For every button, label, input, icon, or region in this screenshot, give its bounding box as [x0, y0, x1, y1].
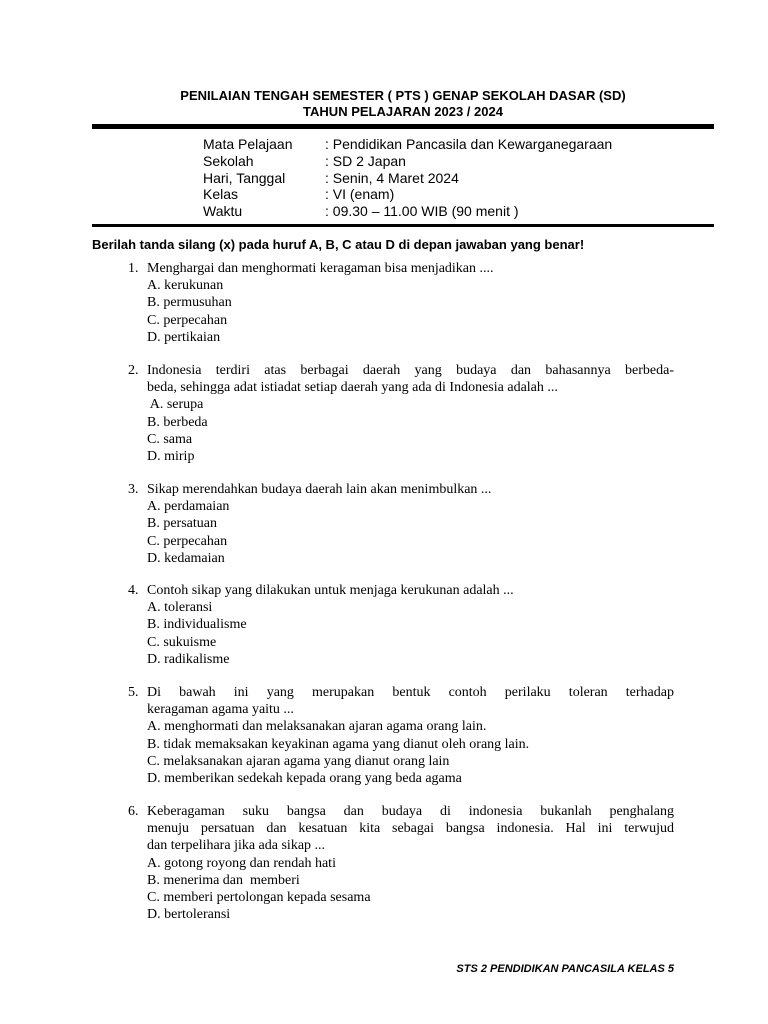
info-label: Kelas	[203, 186, 239, 203]
info-label: Mata Pelajaan	[203, 136, 293, 152]
question-line: Di bawah ini yang merupakan bentuk contoh perilaku toleran terhadap	[147, 685, 674, 700]
option-c[interactable]: C. memberi pertolongan kepada sesama	[147, 890, 371, 906]
answer-options	[147, 396, 674, 465]
academic-year: TAHUN PELAJARAN 2023 / 2024	[303, 104, 503, 119]
option-b[interactable]: B. persatuan	[147, 516, 217, 532]
option-d[interactable]: D. mirip	[147, 449, 195, 465]
question-line: menuju persatuan dan kesatuan kita sebagai bangsa indonesia. Hal ini terwujud	[147, 821, 674, 837]
question-6	[128, 803, 674, 923]
page-footer: STS 2 PENDIDIKAN PANCASILA KELAS 5	[456, 963, 674, 975]
option-a[interactable]: A. menghormati dan melaksanakan ajaran agama orang lain.	[147, 719, 487, 735]
question-line: Contoh sikap yang dilakukan untuk menjaga kerukunan adalah ...	[147, 583, 514, 598]
option-c[interactable]: C. sama	[147, 431, 193, 447]
info-row-time	[203, 203, 612, 220]
question-text	[147, 260, 674, 277]
option-b[interactable]: B. menerima dan memberi	[147, 872, 300, 888]
question-text	[147, 582, 674, 599]
info-row-school	[203, 153, 612, 170]
option-c[interactable]: C. melaksanakan ajaran agama yang dianut orang lain	[147, 753, 450, 769]
info-value: : Pendidikan Pancasila dan Kewarganegaraan	[325, 136, 613, 152]
question-line: dan terpelihara jika ada sikap ...	[147, 838, 326, 854]
info-label: Hari, Tanggal	[203, 169, 286, 186]
info-value: : VI (enam)	[325, 186, 395, 203]
question-5	[128, 684, 674, 787]
info-row-date	[203, 170, 612, 187]
answer-options	[147, 599, 674, 668]
question-line: Indonesia terdiri atas berbagai daerah yang budaya dan bahasannya berbeda-	[147, 363, 674, 378]
answer-options	[147, 277, 674, 346]
question-number: 4.	[128, 583, 139, 598]
option-d[interactable]: D. kedamaian	[147, 550, 225, 566]
question-1	[128, 260, 674, 346]
header-bottom-rule	[92, 224, 714, 227]
option-b[interactable]: B. permusuhan	[147, 295, 232, 311]
answer-options	[147, 855, 674, 924]
option-c[interactable]: C. perpecahan	[147, 312, 228, 328]
header-top-rule	[92, 124, 714, 129]
option-d[interactable]: D. pertikaian	[147, 329, 221, 345]
question-line: Menghargai dan menghormati keragaman bisa menjadikan ....	[147, 261, 494, 276]
question-line: Keberagaman suku bangsa dan budaya di indonesia bukanlah penghalang	[147, 804, 674, 819]
info-label: Sekolah	[203, 152, 254, 169]
answer-options	[147, 718, 674, 787]
info-row-class	[203, 186, 612, 203]
question-text	[147, 684, 674, 718]
question-4	[128, 582, 674, 668]
question-number: 3.	[128, 482, 139, 497]
instructions: Berilah tanda silang (x) pada huruf A, B, C atau D di depan jawaban yang benar!	[92, 237, 585, 252]
question-text	[147, 481, 674, 498]
question-2	[128, 362, 674, 465]
option-d[interactable]: D. bertoleransi	[147, 907, 231, 923]
option-d[interactable]: D. radikalisme	[147, 651, 230, 667]
info-label: Waktu	[203, 203, 243, 220]
option-b[interactable]: B. individualisme	[147, 617, 247, 633]
info-value: : 09.30 – 11.00 WIB (90 menit )	[325, 203, 519, 220]
question-number: 1.	[128, 261, 139, 276]
option-a[interactable]: A. kerukunan	[147, 278, 224, 294]
exam-info-block	[203, 136, 612, 220]
question-line: beda, sehingga adat istiadat setiap daerah yang ada di Indonesia adalah ...	[147, 380, 558, 396]
option-a[interactable]: A. serupa	[147, 397, 204, 413]
question-number: 6.	[128, 804, 139, 819]
option-b[interactable]: B. tidak memaksakan keyakinan agama yang dianut oleh orang lain.	[147, 736, 530, 752]
question-line: keragaman agama yaitu ...	[147, 702, 294, 718]
info-value: : Senin, 4 Maret 2024	[325, 169, 459, 186]
question-text	[147, 803, 674, 855]
question-3	[128, 481, 674, 567]
info-row-subject	[203, 136, 612, 153]
option-d[interactable]: D. memberikan sedekah kepada orang yang beda agama	[147, 771, 462, 787]
question-line: Sikap merendahkan budaya daerah lain akan menimbulkan ...	[147, 482, 492, 497]
option-a[interactable]: A. gotong royong dan rendah hati	[147, 855, 336, 871]
exam-title: PENILAIAN TENGAH SEMESTER ( PTS ) GENAP SEKOLAH DASAR (SD)	[180, 88, 626, 103]
question-text	[147, 362, 674, 396]
option-c[interactable]: C. sukuisme	[147, 634, 217, 650]
option-a[interactable]: A. perdamaian	[147, 499, 230, 515]
question-number: 5.	[128, 685, 139, 700]
question-number: 2.	[128, 363, 139, 378]
info-value: : SD 2 Japan	[325, 152, 406, 169]
answer-options	[147, 498, 674, 567]
option-a[interactable]: A. toleransi	[147, 600, 213, 616]
option-c[interactable]: C. perpecahan	[147, 533, 228, 549]
option-b[interactable]: B. berbeda	[147, 414, 208, 430]
